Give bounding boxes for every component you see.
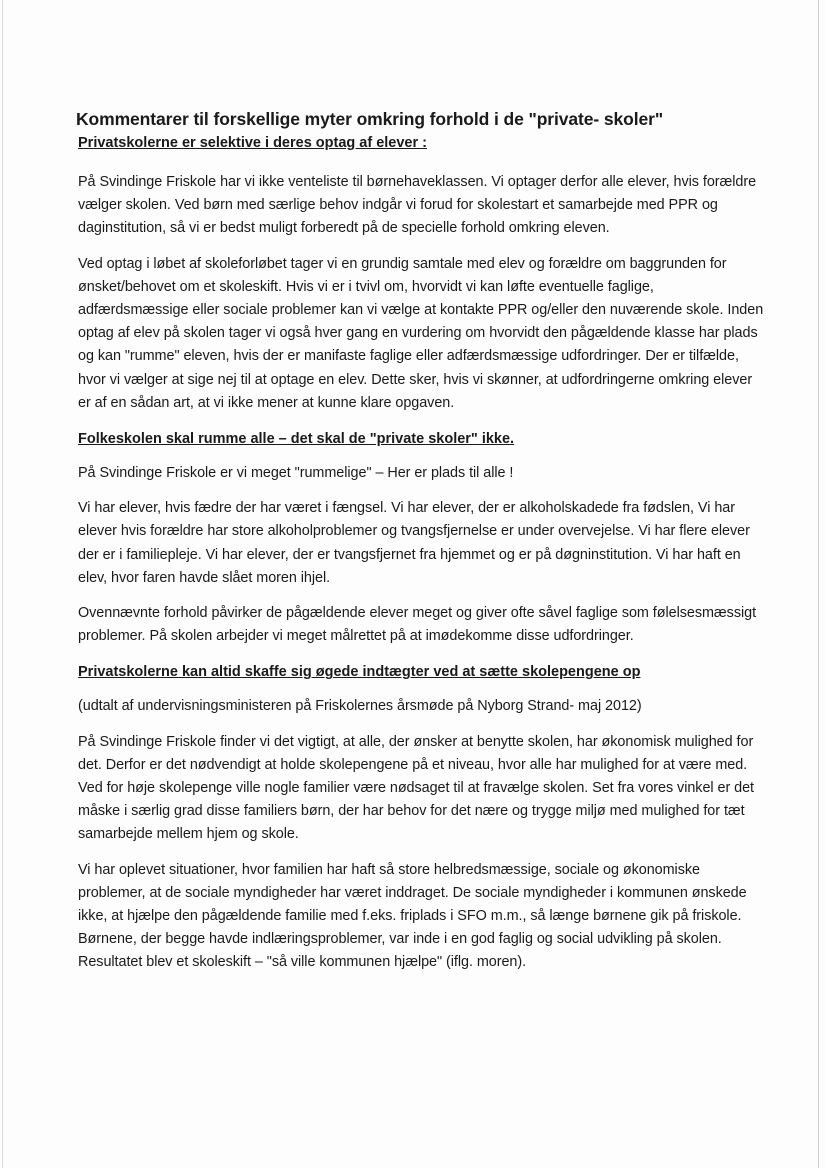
paragraph: Vi har oplevet situationer, hvor familien har haft så store helbredsmæssige, sociale og økonomiske problemer, at de sociale myndigheder har været inddraget. De sociale myndigheder i kommunen ønskede ikke, at hjælpe den pågældende familie med f.eks. friplads i SFO m.m., så længe børnene gik på friskole. Børnene, der begge havde indlæringsproblemer, var inde i en god faglig og social udvikling på skolen. Resultatet blev et skoleskift – "så ville kommunen hjælpe" (iflg. moren). xyxy=(78,861,747,971)
paragraph: På Svindinge Friskole har vi ikke venteliste til børnehaveklassen. Vi optager derfor alle elever, hvis forældre vælger skolen. Ved børn med særlige behov indgår vi forud for skolestart et samarbejde med PPR og daginstitution, så vi er bedst muligt forberedt på de specielle forhold omkring eleven. xyxy=(78,174,757,237)
section-heading-selective: Privatskolerne er selektive i deres optag af elever : xyxy=(78,135,427,151)
paragraph: På Svindinge Friskole er vi meget "rummelige" – Her er plads til alle ! xyxy=(78,465,514,482)
document-title: Kommentarer til forskellige myter omkring forhold i de "private- skoler" xyxy=(76,109,664,129)
paragraph-quote-source: (udtalt af undervisningsministeren på Friskolernes årsmøde på Nyborg Strand- maj 2012) xyxy=(78,698,642,715)
scan-edge-left xyxy=(2,0,3,1168)
paragraph: Ved optag i løbet af skoleforløbet tager vi en grundig samtale med elev og forældre om baggrunden for ønsket/behovet om et skoleskift. Hvis vi er i tvivl om, hvorvidt vi kan løfte eventuelle faglige, adfærdsmæssige eller sociale problemer kan vi vælge at kontakte PPR og/eller den nuværende skole. Inden optag af elev på skolen tager vi også hver gang en vurdering om hvorvidt den pågældende klasse har plads og kan "rumme" eleven, hvis der er manifaste faglige eller adfærdsmæssige udfordringer. Der er tilfælde, hvor vi vælger at sige nej til at optage en elev. Dette sker, hvis vi skønner, at udfordringerne omkring elever er af en sådan art, at vi ikke mener at kunne klare opgaven. xyxy=(78,255,764,411)
paragraph: Ovennævnte forhold påvirker de pågældende elever meget og giver ofte såvel faglige som følelsesmæssigt problemer. På skolen arbejder vi meget målrettet på at imødekomme disse udfordringer. xyxy=(78,605,757,645)
paragraph: På Svindinge Friskole finder vi det vigtigt, at alle, der ønsker at benytte skolen, har økonomisk mulighed for det. Derfor er det nødvendigt at holde skolepengene på et niveau, hvor alle har mulighed for at være med. Ved for høje skolepenge ville nogle familier være nødsaget til at fravælge skolen. Set fra vores vinkel er det måske i særlig grad disse familiers børn, der har behov for det nære og trygge miljø med mulighed for tæt samarbejde mellem hjem og skole. xyxy=(78,733,754,843)
scan-edge-right xyxy=(818,0,819,1168)
section-heading-inclusive: Folkeskolen skal rumme alle – det skal de "private skoler" ikke. xyxy=(78,431,515,448)
document-body xyxy=(78,108,768,975)
paragraph: Vi har elever, hvis fædre der har været i fængsel. Vi har elever, der er alkoholskadede fra fødslen, Vi har elever hvis forældre har store alkoholproblemer og tvangsfjernelse er under overvejelse. Vi har flere elever der er i familiepleje. Vi har elever, der er tvangsfjernet fra hjemmet og er på døgninstitution. Vi har haft en elev, hvor faren havde slået moren ihjel. xyxy=(78,500,750,586)
section-heading-school-fees: Privatskolerne kan altid skaffe sig øgede indtægter ved at sætte skolepengene op xyxy=(78,664,641,681)
